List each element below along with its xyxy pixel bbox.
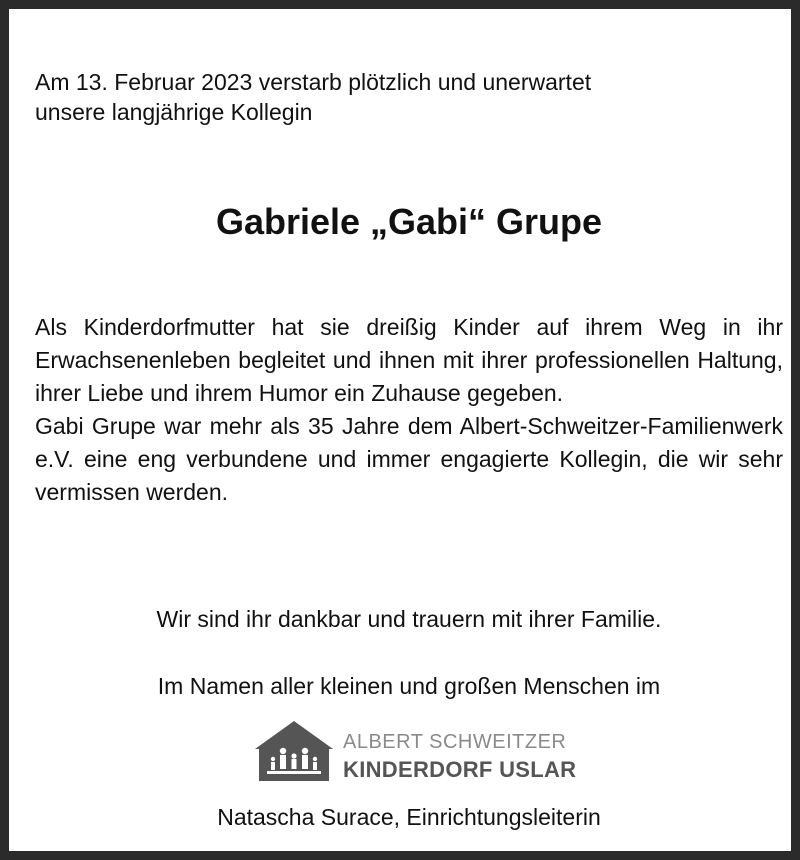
tribute-text (35, 311, 783, 509)
intro-line-2: unsere langjährige Kollegin (35, 99, 313, 125)
logo-line-1: ALBERT SCHWEITZER (343, 731, 567, 753)
intro-line-1: Am 13. Februar 2023 verstarb plötzlich und unerwartet (35, 69, 592, 95)
intro-text (35, 67, 775, 127)
deceased-name: Gabriele „Gabi“ Grupe (215, 201, 603, 242)
tribute-paragraph-2: Gabi Grupe war mehr als 35 Jahre dem Albert-Schweitzer-Familienwerk e.V. eine eng verbundene und immer engagierte Kollegin, die wir sehr vermissen werden. (35, 413, 783, 505)
logo-line-2: KINDERDORF USLAR (343, 757, 577, 782)
kinderdorf-logo (253, 719, 583, 785)
signer-line: Natascha Surace, Einrichtungsleiterin (217, 804, 601, 830)
thanks-line: Wir sind ihr dankbar und trauern mit ihrer Familie. (156, 606, 662, 632)
house-with-family-icon (253, 719, 335, 783)
tribute-paragraph-1: Als Kinderdorfmutter hat sie dreißig Kinder auf ihrem Weg in ihr Erwachsenenleben begleitet und ihnen mit ihrer professionellen Haltung, ihrer Liebe und ihrem Humor ein Zuhause gegeben. (35, 314, 783, 406)
on-behalf-line: Im Namen aller kleinen und großen Menschen im (157, 673, 661, 699)
